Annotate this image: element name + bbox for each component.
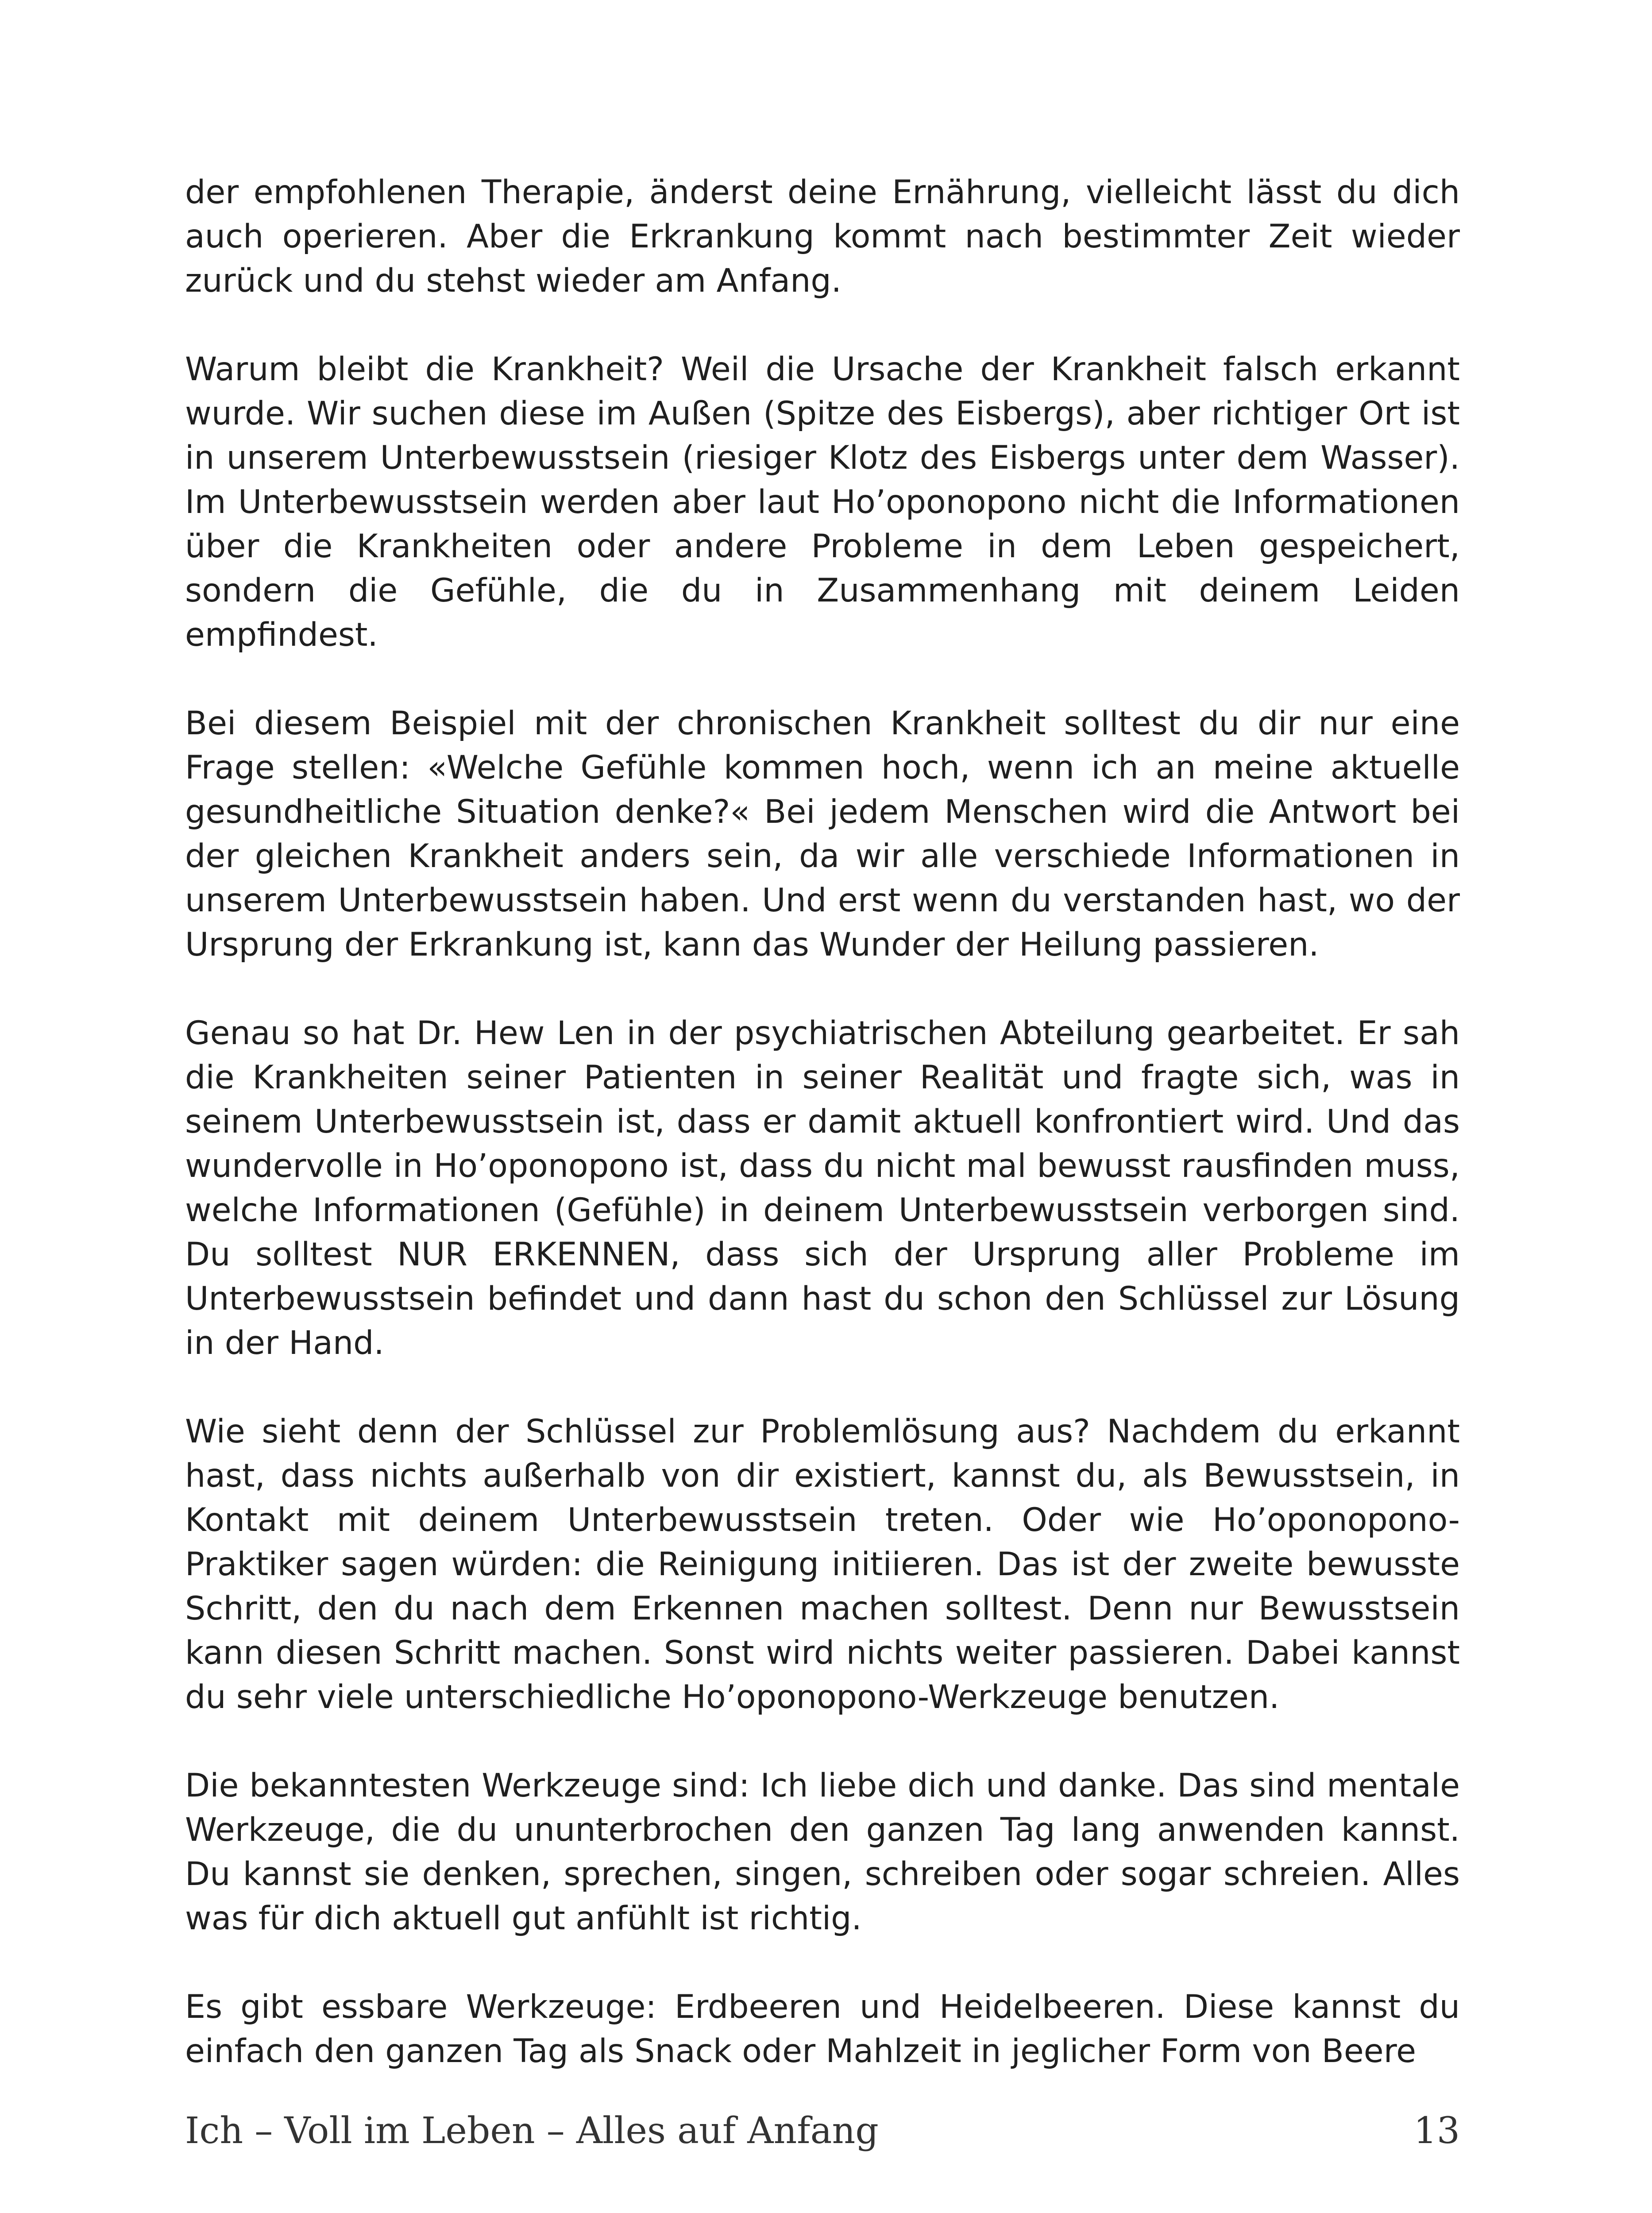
- running-title: Ich – Voll im Leben – Alles auf Anfang: [185, 2110, 879, 2152]
- paragraph-6: Die bekanntesten Werkzeuge sind: Ich liebe dich und danke. Das sind mentale Werkzeuge, die du ununterbrochen den ganzen Tag lang anwenden kannst. Du kannst sie denken, sprechen, singen, schreiben oder sogar schreien. Alles was für dich aktuell gut anfühlt ist richtig.: [185, 1767, 1460, 1937]
- paragraph-1: der empfohlenen Therapie, änderst deine Ernährung, vielleicht lässt du dich auch operieren. Aber die Erkrankung kommt nach bestimmter Zeit wieder zurück und du stehst wieder am Anfang.: [185, 173, 1460, 300]
- paragraph-4: Genau so hat Dr. Hew Len in der psychiatrischen Abteilung gearbeitet. Er sah die Krankheiten seiner Patienten in seiner Realität und fragte sich, was in seinem Unterbewusstsein ist, dass er damit aktuell konfrontiert wird. Und das wundervolle in Ho’oponopono ist, dass du nicht mal bewusst rausfinden muss, welche Informationen (Gefühle) in deinem Unterbewusstsein verborgen sind. Du solltest NUR ERKENNEN, dass sich der Ursprung aller Probleme im Unterbewusstsein befindet und dann hast du schon den Schlüssel zur Lösung in der Hand.: [185, 1014, 1460, 1362]
- paragraph-7: Es gibt essbare Werkzeuge: Erdbeeren und Heidelbeeren. Diese kannst du einfach den ganzen Tag als Snack oder Mahlzeit in jeglicher Form von Beere: [185, 1988, 1460, 2070]
- page-footer: [185, 2107, 1460, 2155]
- body-text: [185, 170, 1460, 2074]
- paragraph-2: Warum bleibt die Krankheit? Weil die Ursache der Krankheit falsch erkannt wurde. Wir suchen diese im Außen (Spitze des Eisbergs), aber richtiger Ort ist in unserem Unterbewusstsein (riesiger Klotz des Eisbergs unter dem Wasser). Im Unterbewusstsein werden aber laut Ho’oponopono nicht die Informationen über die Krankheiten oder andere Probleme in dem Leben gespeichert, sondern die Gefühle, die du in Zusammenhang mit deinem Leiden empfindest.: [185, 351, 1460, 654]
- page-number: 13: [1413, 2110, 1460, 2152]
- paragraph-5: Wie sieht denn der Schlüssel zur Problemlösung aus? Nachdem du erkannt hast, dass nichts außerhalb von dir existiert, kannst du, als Bewusstsein, in Kontakt mit deinem Unterbewusstsein treten. Oder wie Ho’oponopono-Praktiker sagen würden: die Reinigung initiieren. Das ist der zweite bewusste Schritt, den du nach dem Erkennen machen solltest. Denn nur Bewusstsein kann diesen Schritt machen. Sonst wird nichts weiter passieren. Dabei kannst du sehr viele unterschiedliche Ho’oponopono-Werkzeuge benutzen.: [185, 1413, 1460, 1716]
- paragraph-3: Bei diesem Beispiel mit der chronischen Krankheit solltest du dir nur eine Frage stellen: «Welche Gefühle kommen hoch, wenn ich an meine aktuelle gesundheitliche Situation denke?« Bei jedem Menschen wird die Antwort bei der gleichen Krankheit anders sein, da wir alle verschiede Informationen in unserem Unterbewusstsein haben. Und erst wenn du verstanden hast, wo der Ursprung der Erkrankung ist, kann das Wunder der Heilung passieren.: [185, 705, 1460, 964]
